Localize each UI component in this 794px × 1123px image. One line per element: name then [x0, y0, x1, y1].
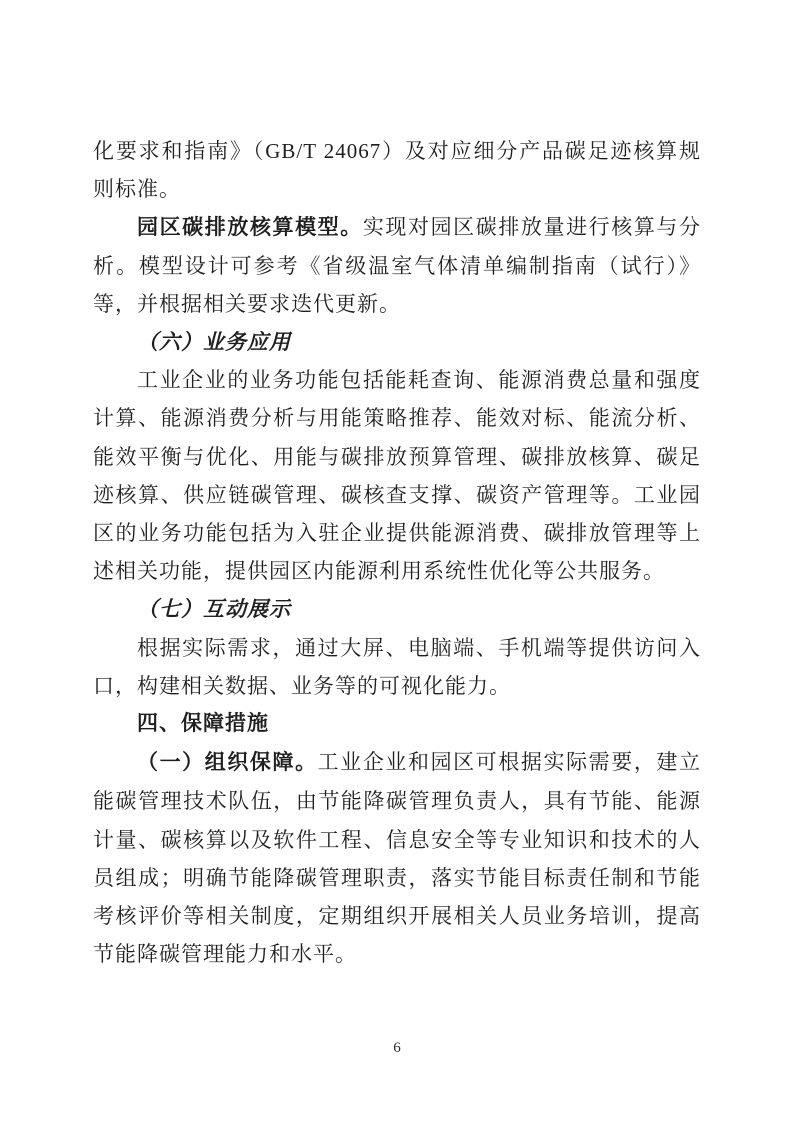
- paragraph-text: 实现对园区碳排放量进行核算与分析。模型设计可参考《省级温室气体清单编制指南（试行）》等，并根据相关要求迭代更新。: [93, 215, 702, 316]
- bold-lead-park-model: 园区碳排放核算模型。: [137, 215, 363, 240]
- heading-chapter-four: 四、保障措施: [137, 712, 269, 736]
- paragraph-business-functions: [93, 361, 701, 590]
- paragraph-text: 工业企业的业务功能包括能耗查询、能源消费总量和强度计算、能源消费分析与用能策略推荐、能效对标、能流分析、能效平衡与优化、用能与碳排放预算管理、碳排放核算、碳足迹核算、供应链碳管理、碳核查支撑、碳资产管理等。工业园区的业务功能包括为入驻企业提供能源消费、碳排放管理等上述相关功能，提供园区内能源利用系统性优化等公共服务。: [93, 368, 701, 584]
- paragraph-continuation: [93, 132, 701, 208]
- paragraph-text: 化要求和指南》（GB/T 24067）及对应细分产品碳足迹核算规则标准。: [93, 139, 701, 202]
- paragraph-organizational-guarantee: [93, 743, 701, 973]
- bold-lead-organizational-guarantee: （一）组织保障。: [137, 751, 318, 775]
- paragraph-text: 根据实际需求，通过大屏、电脑端、手机端等提供访问入口，构建相关数据、业务等的可视化能力。: [93, 635, 701, 698]
- paragraph-text: 工业企业和园区可根据实际需要，建立能碳管理技术队伍，由节能降碳管理负责人，具有节能、能源计量、碳核算以及软件工程、信息安全等专业知识和技术的人员组成；明确节能降碳管理职责，落实节能目标责任制和节能考核评价等相关制度，定期组织开展相关人员业务培训，提高节能降碳管理能力和水平。: [93, 750, 702, 967]
- heading-section-seven: （七）互动展示: [137, 597, 291, 622]
- document-content: [93, 132, 701, 973]
- paragraph-interactive-display: [93, 629, 701, 705]
- heading-section-six: （六）业务应用: [137, 330, 291, 355]
- page-number: 6: [393, 1040, 401, 1056]
- paragraph-park-model: [93, 208, 701, 323]
